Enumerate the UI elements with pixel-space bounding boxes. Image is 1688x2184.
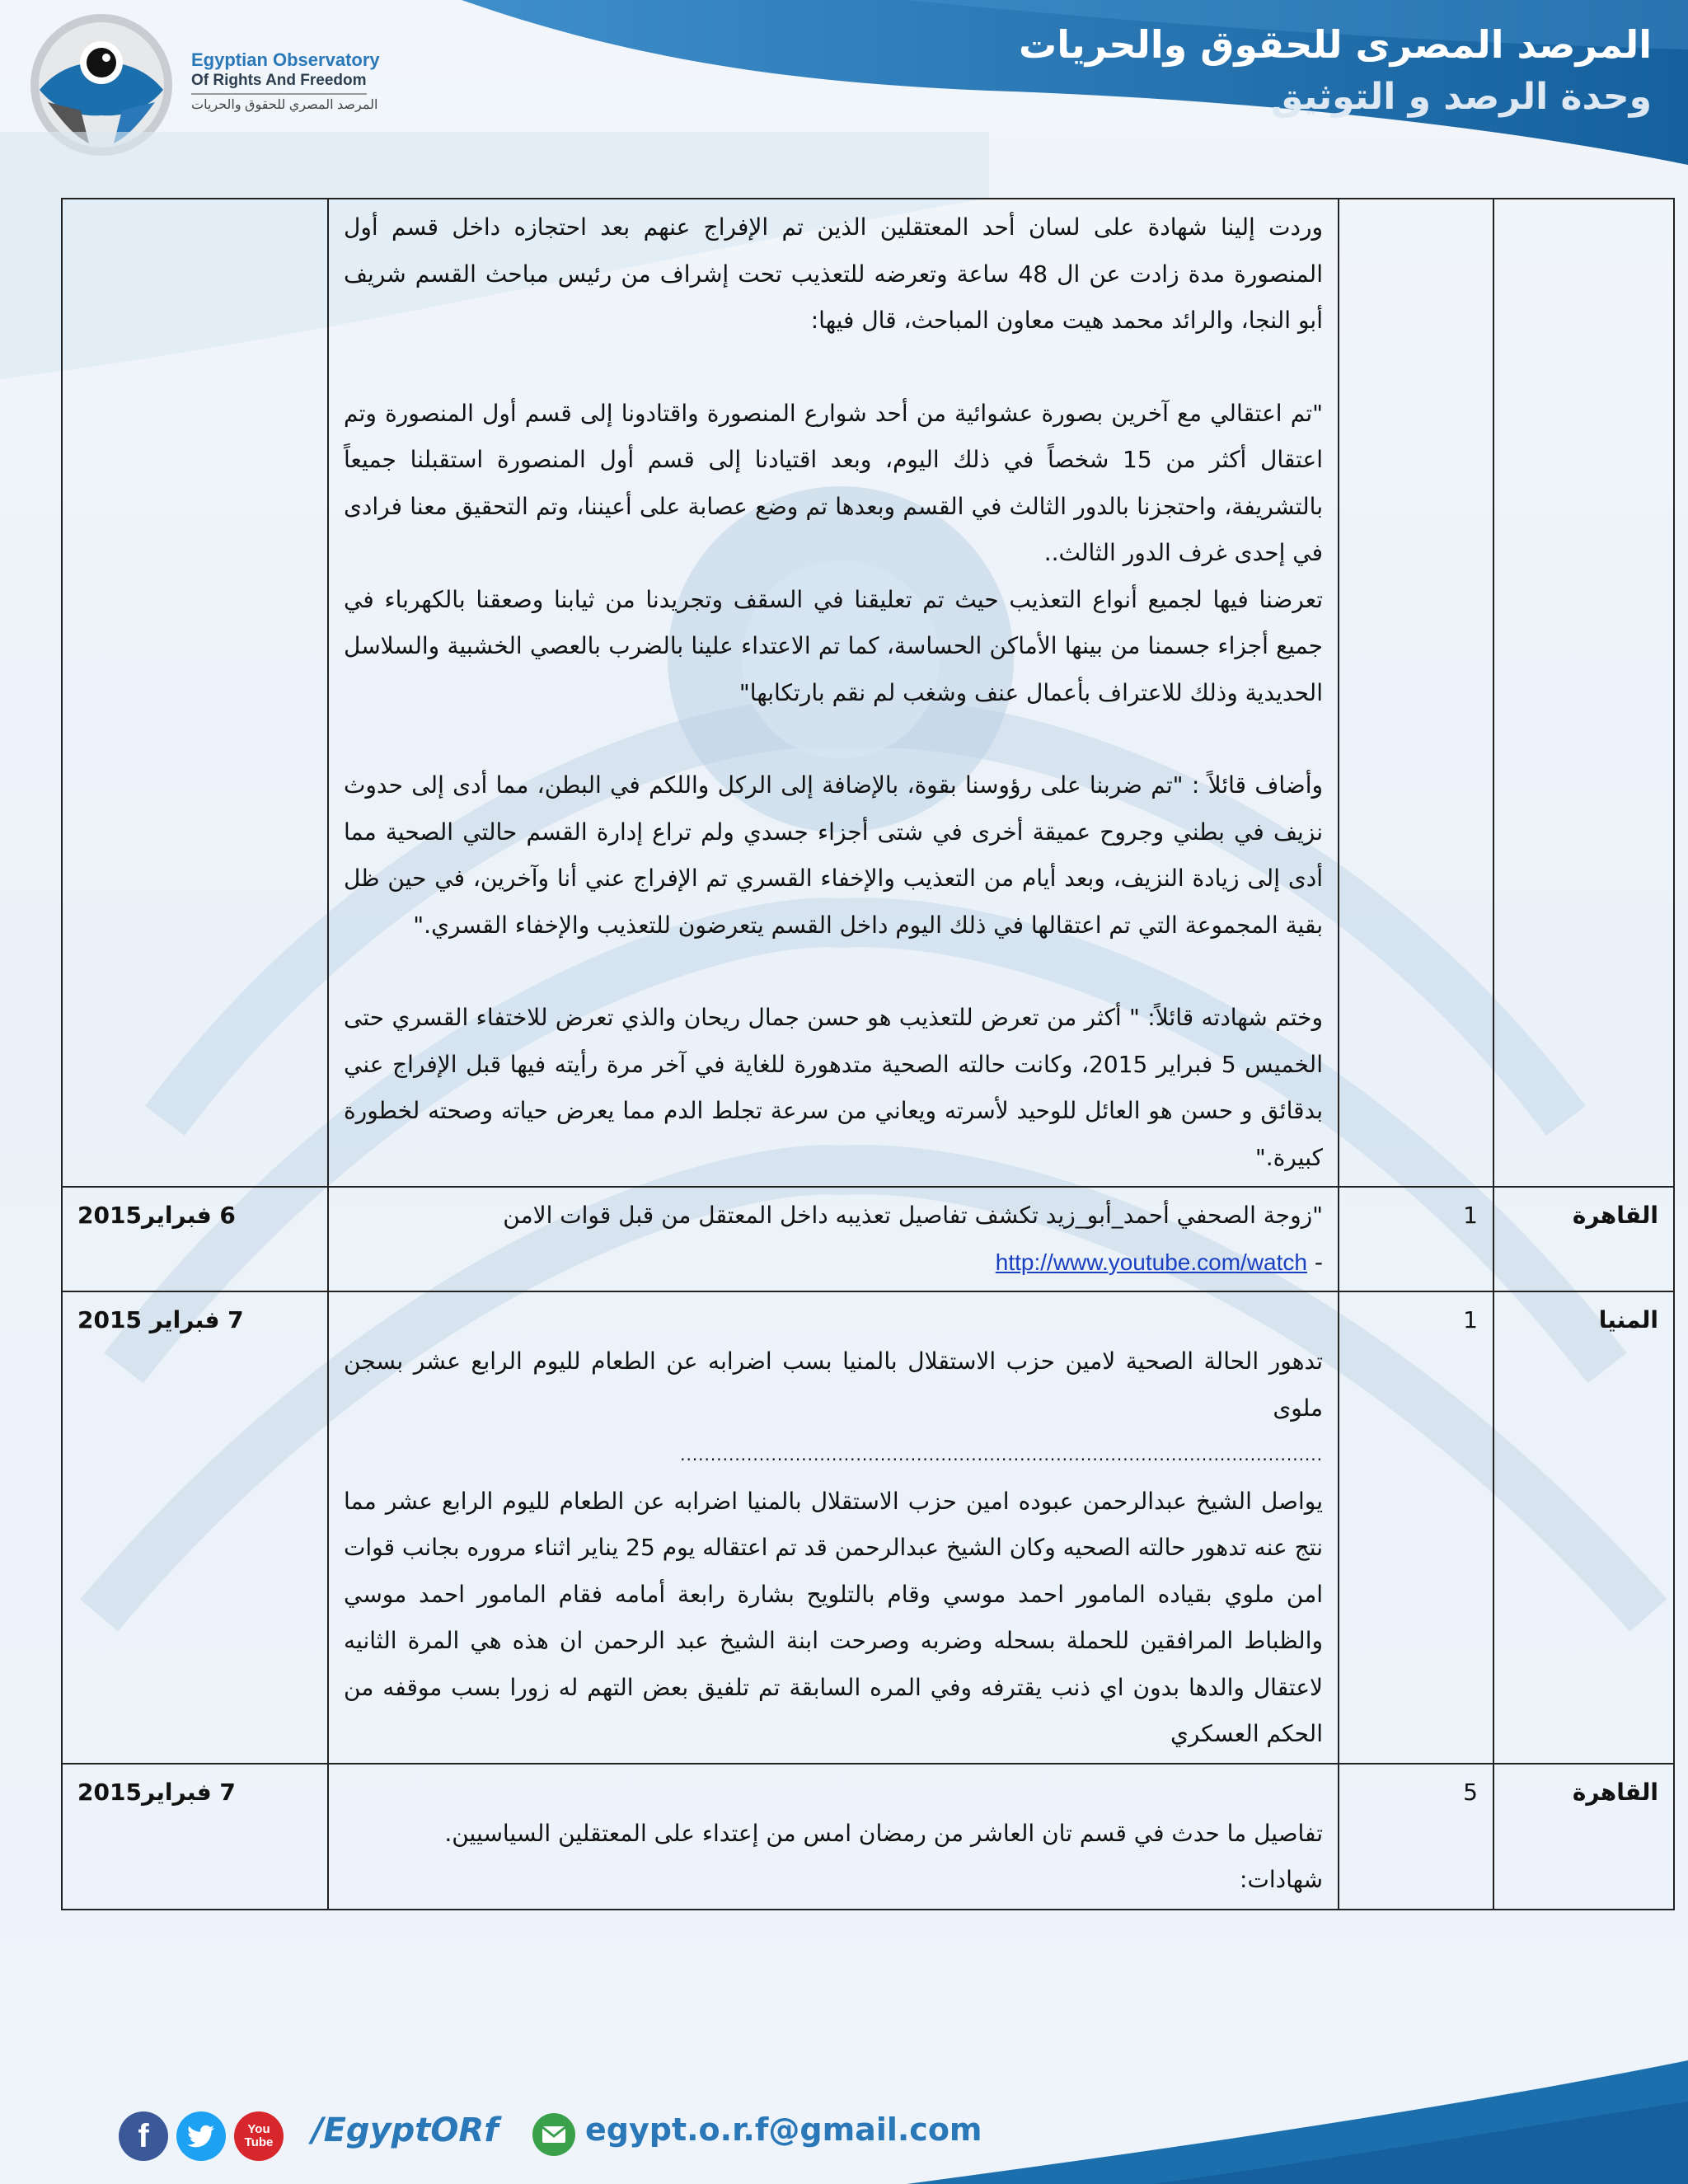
count-cell: 5 [1339,1764,1493,1910]
logo-arabic-name: المرصد المصري للحقوق والحريات [191,98,378,112]
testimony-paragraph: وختم شهادته قائلاً: " أكثر من تعرض للتعذيب هو حسن جمال ريحان والذي تعرض للاختفاء القسري حتى الخميس 5 فبراير 2015، وكانت حالته الصحية متدهورة للغاية في آخر مرة رأيته فيها قبل الإفراج عني بدقائق و حسن هو العائل للوحيد لأسرته ويعاني من سرعة تجلط الدم مما يعرض حياته وصحته لخطورة كبيرة." [344,1004,1323,1171]
count-cell [1339,199,1493,1187]
date-cell [62,1764,328,1910]
email-address[interactable]: egypt.o.r.f@gmail.com [585,2111,982,2148]
incident-headline: تدهور الحالة الصحية لامين حزب الاستقلال بالمنيا بسب اضرابه عن الطعام لليوم الرابع عشر بسجن ملوى [344,1347,1323,1422]
logo-text [191,49,406,116]
youtube-link[interactable]: http://www.youtube.com/watch [995,1249,1307,1275]
incident-text: تفاصيل ما حدث في قسم تان العاشر من رمضان امس من إعتداء على المعتقلين السياسيين. [444,1819,1323,1847]
details-cell [328,1291,1339,1764]
details-cell [328,199,1339,1187]
governorate-cell: القاهرة [1493,1187,1674,1291]
link-prefix: - [1314,1248,1323,1276]
logo-english-line1: Egyptian Observatory [191,49,380,70]
date-cell [62,1187,328,1291]
count-cell: 1 [1339,1187,1493,1291]
social-icons [119,2110,284,2163]
details-cell [328,1187,1339,1291]
governorate-cell [1493,199,1674,1187]
governorate-cell: القاهرة [1493,1764,1674,1910]
testimony-intro: وردت إلينا شهادة على لسان أحد المعتقلين الذين تم الإفراج عنهم بعد احتجازه داخل قسم أول المنصورة مدة زادت عن ال 48 ساعة وتعرضه للتعذيب تحت إشراف من رئيس مباحث القسم شريف أبو النجا، والرائد محمد هيت معاون المباحث، قال فيها: [344,213,1323,334]
incident-text: "زوجة الصحفي أحمد_أبو_زيد تكشف تفاصيل تعذيبه داخل المعتقل من قبل قوات الامن [503,1202,1323,1229]
header-title [1019,18,1652,124]
email-icon [532,2113,575,2156]
date-text: 7 فبراير2015 [77,1778,236,1806]
youtube-icon[interactable]: You Tube [234,2111,284,2161]
link-line [344,1240,1323,1286]
logo-english-line2: Of Rights And Freedom [191,71,367,95]
separator-dots: .......................................................................................................... [680,1445,1323,1465]
unit-name: وحدة الرصد و التوثيق [1271,76,1652,118]
twitter-icon[interactable] [176,2111,226,2161]
testimonies-label: شهادات: [1240,1866,1323,1893]
facebook-icon[interactable]: f [119,2111,168,2161]
testimony-paragraph: "تم اعتقالي مع آخرين بصورة عشوائية من أحد شوارع المنصورة واقتادونا إلى قسم أول المنصورة وتم اعتقال أكثر من 15 شخصاً في ذلك اليوم، وبعد اقتيادنا إلى قسم أول المنصورة استقبلنا جميعاً بالتشريفة، واحتجزنا بالدور الثالث في القسم وبعدها تم وضع عصابة على أعيننا، وتم التحقيق معنا فرادى في إحدى غرف الدور الثالث.. [344,399,1323,566]
governorate-cell: المنيا [1493,1291,1674,1764]
testimony-paragraph: تعرضنا فيها لجميع أنواع التعذيب حيث تم تعليقنا في السقف وتجريدنا من ثيابنا وصعقنا بالكهرباء في جميع أجزاء جسمنا من بينها الأماكن الحساسة، كما تم الاعتداء علينا بالضرب بالعصي الخشبية والسلاسل الحديدية وذلك للاعتراف بأعمال عنف وشغب لم نقم بارتكابها" [344,585,1323,706]
table-row [62,1187,1674,1291]
table-row [62,1291,1674,1764]
table-row [62,1764,1674,1910]
organization-name: المرصد المصرى للحقوق والحريات [1019,22,1652,67]
incident-text: يواصل الشيخ عبدالرحمن عبوده امين حزب الاستقلال بالمنيا اضرابه عن الطعام لليوم الرابع عشر مما نتج عنه تدهور حالته الصحيه وكان الشيخ عبدالرحمن قد تم اعتقاله يوم 25 يناير اثناء مروره بجانب قوات امن ملوي بقياده المامور احمد موسي وقام بالتلويح بشارة رابعة أمامه فقام المامور احمد موسي والظباط المرافقين للحملة بسحله وضربه وصرحت ابنة الشيخ عبد الرحمن ان هذه هي المرة الثانيه لاعتقال والدها بدون اي ذنب يقترفه وفي المره السابقة تم تلفيق بعض التهم له زورا بسب موقفه من الحكم العسكري [344,1487,1323,1747]
date-cell [62,199,328,1187]
table-row [62,199,1674,1187]
count-cell: 1 [1339,1291,1493,1764]
date-text: 6 فبراير2015 [77,1202,236,1229]
social-handle[interactable]: /EgyptORf [312,2111,499,2149]
testimony-paragraph: وأضاف قائلاً : "تم ضربنا على رؤوسنا بقوة، بالإضافة إلى الركل واللكم في البطن، مما أدى إلى حدوث نزيف في بطني وجروح عميقة أخرى في شتى أجزاء جسدي ولم تراع إدارة القسم حالتي الصحية مما أدى إلى زيادة النزيف، وبعد أيام من التعذيب والإخفاء القسري تم الإفراج عني أنا وآخرين، في حين ظل بقية المجموعة التي تم اعتقالها في ذلك اليوم داخل القسم يتعرضون للتعذيب والإخفاء القسري." [344,771,1323,939]
date-cell [62,1291,328,1764]
details-cell [328,1764,1339,1910]
date-text: 7 فبراير 2015 [77,1306,244,1333]
incident-table [61,198,1675,1910]
